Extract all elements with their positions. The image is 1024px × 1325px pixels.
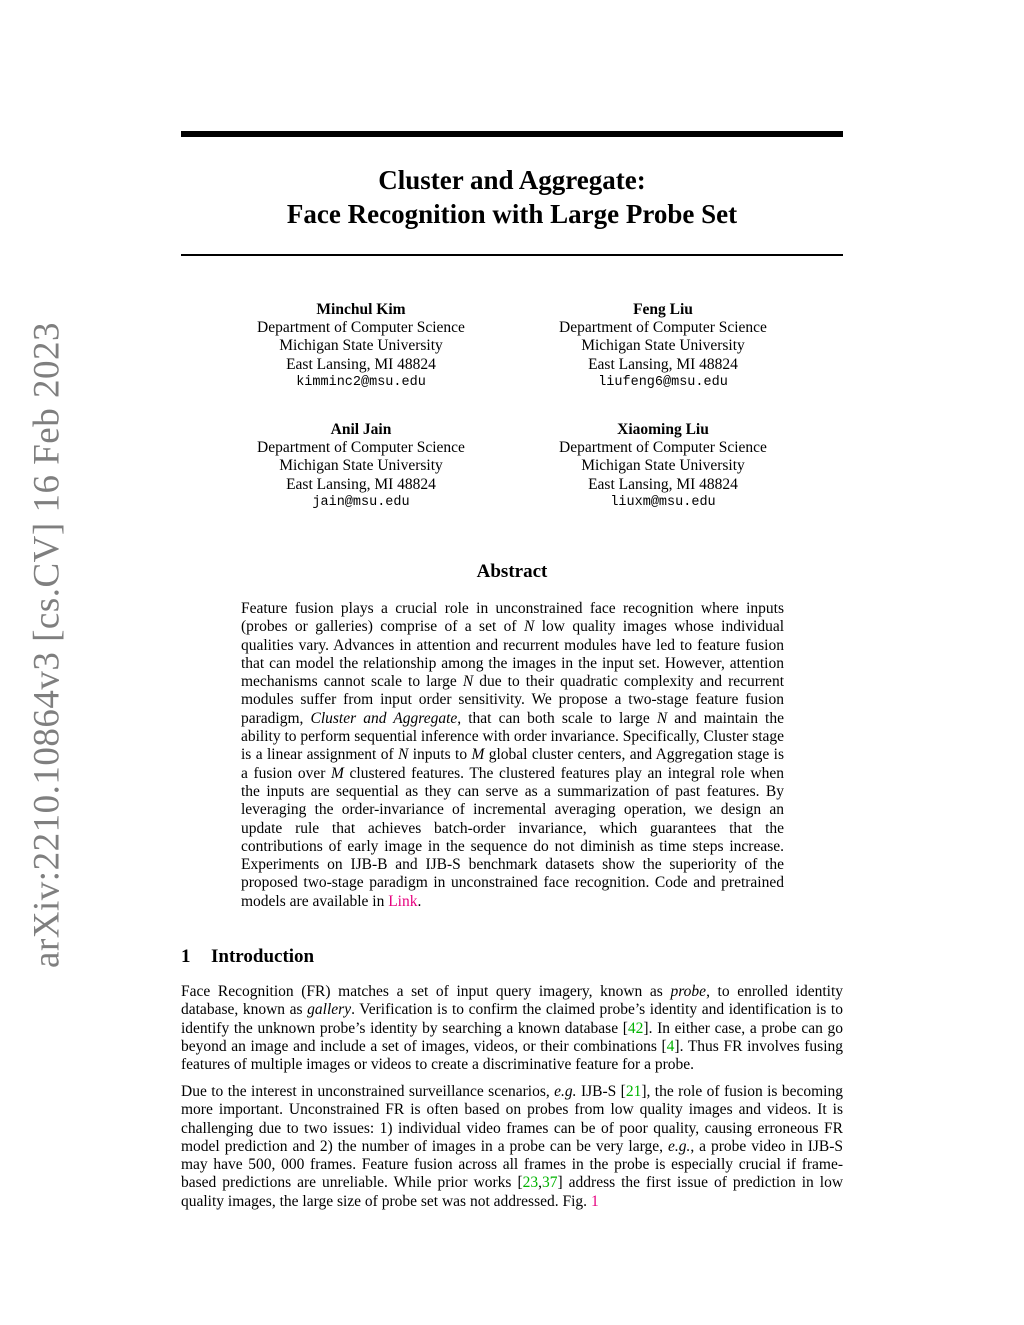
author-dept: Department of Computer Science xyxy=(559,319,767,337)
author-addr: East Lansing, MI 48824 xyxy=(286,475,436,493)
paper-title xyxy=(181,163,843,231)
citation-link[interactable]: 4 xyxy=(666,1037,675,1055)
title-line-2: Face Recognition with Large Probe Set xyxy=(286,199,738,229)
section-heading-introduction xyxy=(181,946,314,968)
author-dept: Department of Computer Science xyxy=(559,439,767,457)
abstract-text: Feature fusion plays a crucial role in unconstrained face recognition where inputs (probes or galleries) comprise of a set of N low quality images whose individual qualities vary. Advances in attention and recurrent modules have led to feature fusion that can model the relationship among the images in the input set. However, attention mechanisms cannot scale to large N due to their quadratic complexity and recurrent modules suffer from input order sensitivity. We propose a two-stage feature fusion paradigm, Cluster and Aggregate, that can both scale to large N and maintain the ability to perform sequential inference with order invariance. Specifically, Cluster stage is a linear assignment of N inputs to M global cluster centers, and Aggregation stage is a fusion over M clustered features. The clustered features play an integral role when the inputs are sequential as they can serve as a summarization of past features. By leveraging the order-invariance of incremental averaging operation, we design an update rule that achieves batch-order invariance, which guarantees that the contributions of early image in the sequence do not diminish as time steps increase. Experiments on IJB-B and IJB-S benchmark datasets show the superiority of the proposed two-stage paradigm in unconstrained face recognition. Code and pretrained models are available in Link. xyxy=(241,600,785,910)
author-block-4 xyxy=(513,421,813,512)
author-dept: Department of Computer Science xyxy=(257,439,465,457)
intro-paragraph-2: Due to the interest in unconstrained surveillance scenarios, e.g. IJB-S [21], the role of fusion is becoming more important. Unconstrained FR is often based on probes from low quality images and videos. It is challenging due to two issues: 1) individual video frames can be of poor quality, causing erroneous FR model prediction and 2) the number of images in a probe can be very large, e.g., a probe video in IJB-S may have 500, 000 frames. Feature fusion across all frames in the probe is especially crucial if frame-based predictions are unreliable. While prior works [23,37] address the first issue of prediction in low quality images, the large size of probe set was not addressed. Fig. 1 xyxy=(181,1083,844,1210)
author-addr: East Lansing, MI 48824 xyxy=(588,475,738,493)
author-addr: East Lansing, MI 48824 xyxy=(588,355,738,373)
author-block-1 xyxy=(211,301,511,392)
author-block-2 xyxy=(513,301,813,392)
method-name: Cluster and Aggregate xyxy=(310,709,458,727)
section-title: Introduction xyxy=(211,946,315,967)
author-name: Anil Jain xyxy=(330,421,392,438)
author-univ: Michigan State University xyxy=(581,457,745,475)
author-univ: Michigan State University xyxy=(279,337,443,355)
citation-link[interactable]: 23 xyxy=(522,1174,539,1192)
figure-link[interactable]: 1 xyxy=(590,1192,599,1210)
author-email: kimminc2@msu.edu xyxy=(296,374,426,390)
code-link[interactable]: Link xyxy=(388,892,418,910)
intro-paragraph-1: Face Recognition (FR) matches a set of input query imagery, known as probe, to enrolled identity database, known as gallery. Verification is to confirm the claimed probe’s identity and identification is to identify the unknown probe’s identity by searching a known database [42]. In either case, a probe can go beyond an image and include a set of images, videos, or their combinations [4]. Thus FR involves fusing features of multiple images or videos to create a discriminative feature for a probe. xyxy=(181,983,843,1074)
author-dept: Department of Computer Science xyxy=(257,319,465,337)
title-top-rule xyxy=(181,131,843,137)
author-email: liufeng6@msu.edu xyxy=(598,374,728,390)
title-line-1: Cluster and Aggregate: xyxy=(378,165,646,195)
author-univ: Michigan State University xyxy=(279,457,443,475)
author-addr: East Lansing, MI 48824 xyxy=(286,355,436,373)
author-email: jain@msu.edu xyxy=(312,494,410,510)
author-name: Xiaoming Liu xyxy=(617,421,709,438)
title-bottom-rule xyxy=(181,254,843,256)
author-name: Minchul Kim xyxy=(316,301,406,318)
author-block-3 xyxy=(211,421,511,512)
author-univ: Michigan State University xyxy=(581,337,745,355)
author-name: Feng Liu xyxy=(633,301,693,318)
abstract-heading: Abstract xyxy=(476,561,548,582)
citation-link[interactable]: 42 xyxy=(627,1019,644,1037)
arxiv-stamp: arXiv:2210.10864v3 [cs.CV] 16 Feb 2023 xyxy=(26,322,68,968)
citation-link[interactable]: 21 xyxy=(625,1083,642,1100)
section-number: 1 xyxy=(181,946,191,967)
citation-link[interactable]: 37 xyxy=(542,1174,558,1192)
author-email: liuxm@msu.edu xyxy=(610,494,716,510)
